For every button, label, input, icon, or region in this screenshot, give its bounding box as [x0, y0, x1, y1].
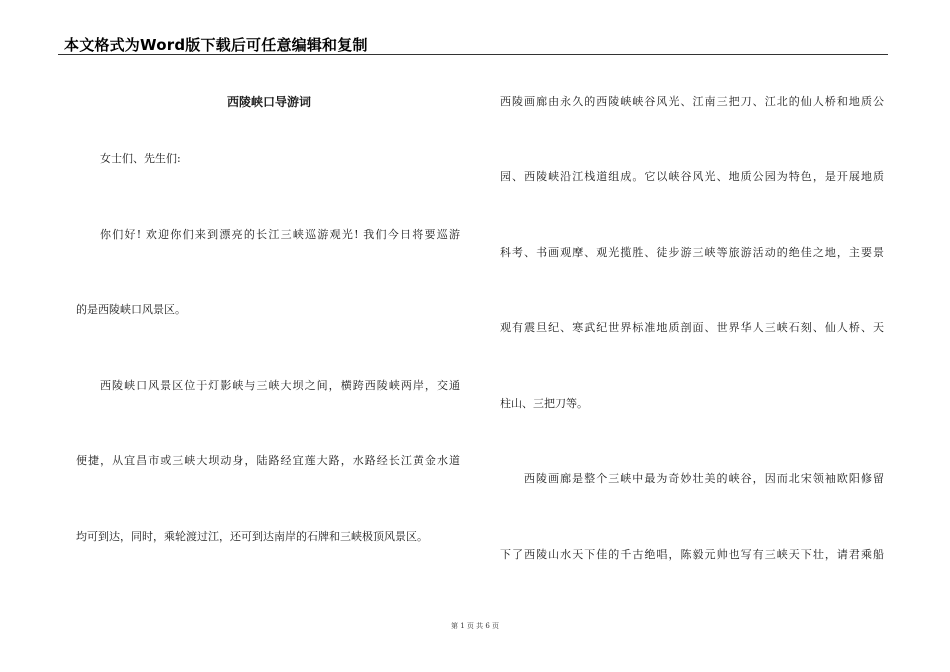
text-line: 科考、书画观摩、观光揽胜、徒步游三峡等旅游活动的绝佳之地，主要景: [500, 246, 884, 259]
text-line: 女士们、先生们:: [100, 152, 181, 165]
text-line: 西陵画廊是整个三峡中最为奇妙壮美的峡谷，因而北宋领袖欧阳修留: [524, 472, 884, 485]
text-line: 观有震旦纪、寒武纪世界标准地质剖面、世界华人三峡石刻、仙人桥、天: [500, 321, 884, 334]
text-line: 下了西陵山水天下佳的千古绝唱，陈毅元帅也写有三峡天下壮，请君乘船: [500, 548, 884, 561]
text-line: 的是西陵峡口风景区。: [76, 303, 186, 316]
text-line: 西陵画廊由永久的西陵峡峡谷风光、江南三把刀、江北的仙人桥和地质公: [500, 95, 884, 108]
text-line: 柱山、三把刀等。: [500, 397, 588, 410]
document-banner: 本文格式为Word版下载后可任意编辑和复制: [64, 36, 368, 54]
document-title: 西陵峡口导游词: [226, 95, 311, 109]
text-line: 园、西陵峡沿江栈道组成。它以峡谷风光、地质公园为特色，是开展地质: [500, 170, 884, 183]
text-line: 均可到达，同时，乘轮渡过江，还可到达南岸的石牌和三峡极顶风景区。: [76, 530, 428, 543]
text-line: 你们好! 欢迎你们来到漂亮的长江三峡巡游观光! 我们今日将要巡游: [100, 228, 460, 241]
text-line: 西陵峡口风景区位于灯影峡与三峡大坝之间，横跨西陵峡两岸，交通: [100, 379, 460, 392]
text-line: 便捷，从宜昌市或三峡大坝动身，陆路经宜莲大路，水路经长江黄金水道: [76, 454, 460, 467]
page-number: 第 1 页 共 6 页: [450, 622, 500, 630]
header-divider: [58, 54, 888, 55]
